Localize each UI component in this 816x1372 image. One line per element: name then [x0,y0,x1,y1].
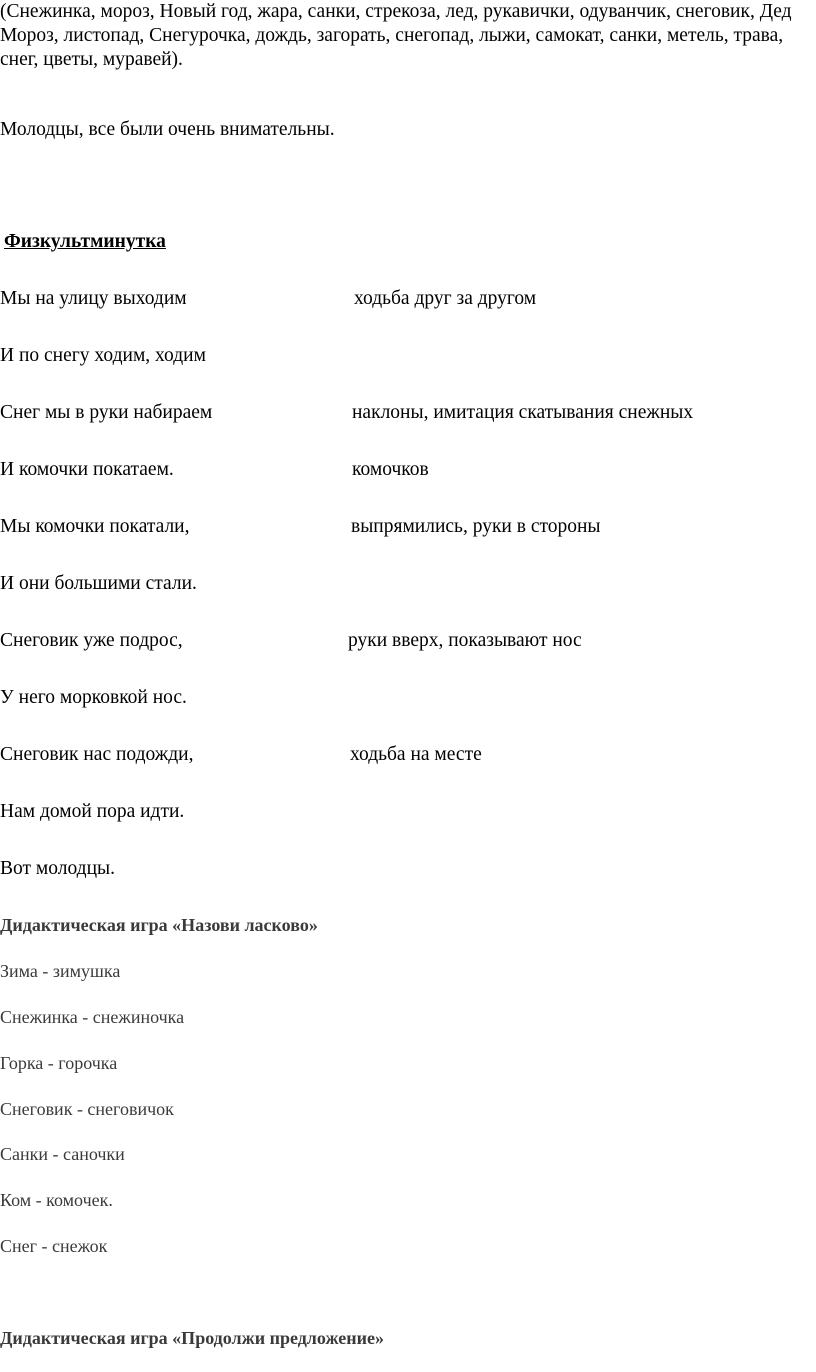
fizkult-heading [4,230,166,254]
fizkult-title: Физкультминутка [4,231,166,252]
action-line-3: наклоны, имитация скатывания снежных [352,402,694,423]
game1-item-1: Зима - зимушка [0,961,121,981]
verse-line-6: И они большими стали. [0,573,197,594]
verse-line-7: Снеговик уже подрос, [0,630,183,651]
verse-line-1: Мы на улицу выходим [0,288,187,309]
verse-line-3: Снег мы в руки набираем [0,402,213,423]
action-line-1: ходьба друг за другом [354,288,537,309]
game1-title: Дидактическая игра «Назови ласково» [0,915,318,935]
game1-item-4: Снеговик - снеговичок [0,1099,174,1119]
verse-line-4: И комочки покатаем. [0,459,174,480]
action-line-7: руки вверх, показывают нос [348,630,582,651]
verse-line-5: Мы комочки покатали, [0,516,190,537]
verse-line-10: Нам домой пора идти. [0,801,185,822]
fizkult-closing: Вот молодцы. [0,858,115,879]
game1-item-7: Снег - снежок [0,1236,108,1256]
action-line-9: ходьба на месте [350,744,482,765]
verse-line-2: И по снегу ходим, ходим [0,345,206,366]
game1-item-6: Ком - комочек. [0,1190,113,1210]
game1-item-3: Горка - горочка [0,1053,118,1073]
verse-line-9: Снеговик нас подожди, [0,744,194,765]
action-line-5: выпрямились, руки в стороны [351,516,601,537]
verse-line-8: У него морковкой нос. [0,687,187,708]
word-list-paragraph: (Снежинка, мороз, Новый год, жара, санки, стрекоза, лед, рукавички, одуванчик, снеговик, Дед Мороз, листопад, Снегурочка, дождь, загорать, снегопад, лыжи, самокат, санки, метель, трава, снег, цветы, муравей). [0,1,792,70]
praise-text: Молодцы, все были очень внимательны. [0,119,335,140]
game2-title: Дидактическая игра «Продолжи предложение» [0,1328,384,1348]
game1-item-5: Санки - саночки [0,1144,125,1164]
game1-item-2: Снежинка - снежиночка [0,1007,185,1027]
action-line-4: комочков [352,459,429,480]
